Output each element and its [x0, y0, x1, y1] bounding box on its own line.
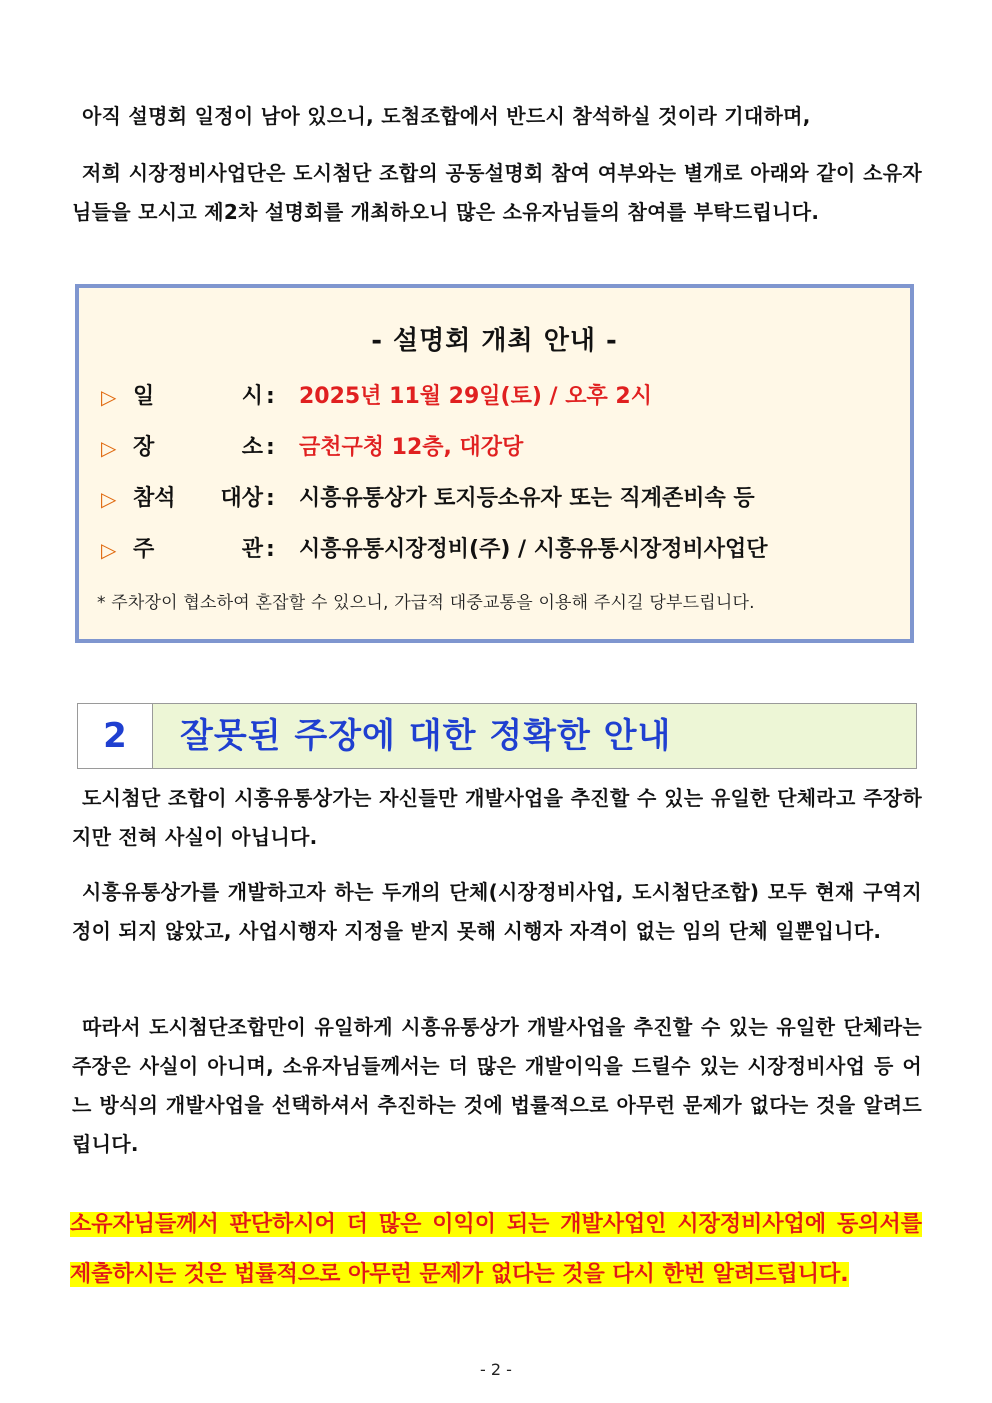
notice-label-attendees: 참석 대상 [133, 486, 263, 511]
notice-colon: : [266, 435, 275, 460]
section-number: 2 [78, 704, 153, 768]
triangle-arrow-icon: ▷ [101, 487, 117, 511]
meeting-notice-box [75, 284, 914, 643]
triangle-arrow-icon: ▷ [101, 385, 117, 409]
body-paragraph-1-text: 도시첨단 조합이 시흥유통상가는 자신들만 개발사업을 추진할 수 있는 유일한 단체라고 주장하지만 전혀 사실이 아닙니다. [72, 786, 922, 849]
section-header [77, 703, 917, 769]
notice-label-location: 장 소 [133, 435, 263, 460]
body-paragraph-3 [72, 1008, 922, 1164]
intro-paragraph-1 [72, 97, 922, 136]
body-paragraph-3-text: 따라서 도시첨단조합만이 유일하게 시흥유통상가 개발사업을 추진할 수 있는 유일한 단체라는 주장은 사실이 아니며, 소유자님들께서는 더 많은 개발이익을 드릴수 있는 시장정비사업 등 어느 방식의 개발사업을 선택하셔서 추진하는 것에 법률적으로 아무런 문제가 없다는 것을 알려드립니다. [72, 1015, 922, 1156]
notice-label-organizer: 주 관 [133, 537, 263, 562]
notice-colon: : [266, 384, 275, 409]
body-paragraph-2 [72, 873, 922, 951]
triangle-arrow-icon: ▷ [101, 436, 117, 460]
notice-colon: : [266, 537, 275, 562]
notice-value-location: 금천구청 12층, 대강당 [299, 435, 524, 460]
intro-paragraph-2-text: 저희 시장정비사업단은 도시첨단 조합의 공동설명회 참여 여부와는 별개로 아래와 같이 소유자님들을 모시고 제2차 설명회를 개최하오니 많은 소유자님들의 참여를 부탁드립니다. [72, 161, 922, 224]
notice-value-organizer: 시흥유통시장정비(주) / 시흥유통시장정비사업단 [299, 537, 768, 562]
page-number: - 2 - [480, 1360, 512, 1379]
notice-footnote: * 주차장이 협소하여 혼잡할 수 있으니, 가급적 대중교통을 이용해 주시길 당부드립니다. [97, 593, 755, 613]
body-paragraph-1 [72, 779, 922, 857]
intro-paragraph-1-text: 아직 설명회 일정이 남아 있으니, 도첨조합에서 반드시 참석하실 것이라 기대하며, [82, 104, 811, 128]
notice-value-datetime: 2025년 11월 29일(토) / 오후 2시 [299, 384, 652, 409]
section-title: 잘못된 주장에 대한 정확한 안내 [180, 716, 672, 756]
highlighted-conclusion [70, 1200, 922, 1300]
triangle-arrow-icon: ▷ [101, 538, 117, 562]
notice-label-datetime: 일 시 [133, 384, 263, 409]
body-paragraph-2-text: 시흥유통상가를 개발하고자 하는 두개의 단체(시장정비사업, 도시첨단조합) 모두 현재 구역지정이 되지 않았고, 사업시행자 지정을 받지 못해 시행자 자격이 없는 임의 단체 일뿐입니다. [72, 880, 922, 943]
notice-title: - 설명회 개최 안내 - [371, 326, 618, 356]
intro-paragraph-2 [72, 154, 922, 232]
highlighted-conclusion-text: 소유자님들께서 판단하시어 더 많은 이익이 되는 개발사업인 시장정비사업에 동의서를 제출하시는 것은 법률적으로 아무런 문제가 없다는 것을 다시 한번 알려드립니다. [70, 1212, 922, 1287]
notice-colon: : [266, 486, 275, 511]
notice-value-attendees: 시흥유통상가 토지등소유자 또는 직계존비속 등 [299, 486, 755, 511]
